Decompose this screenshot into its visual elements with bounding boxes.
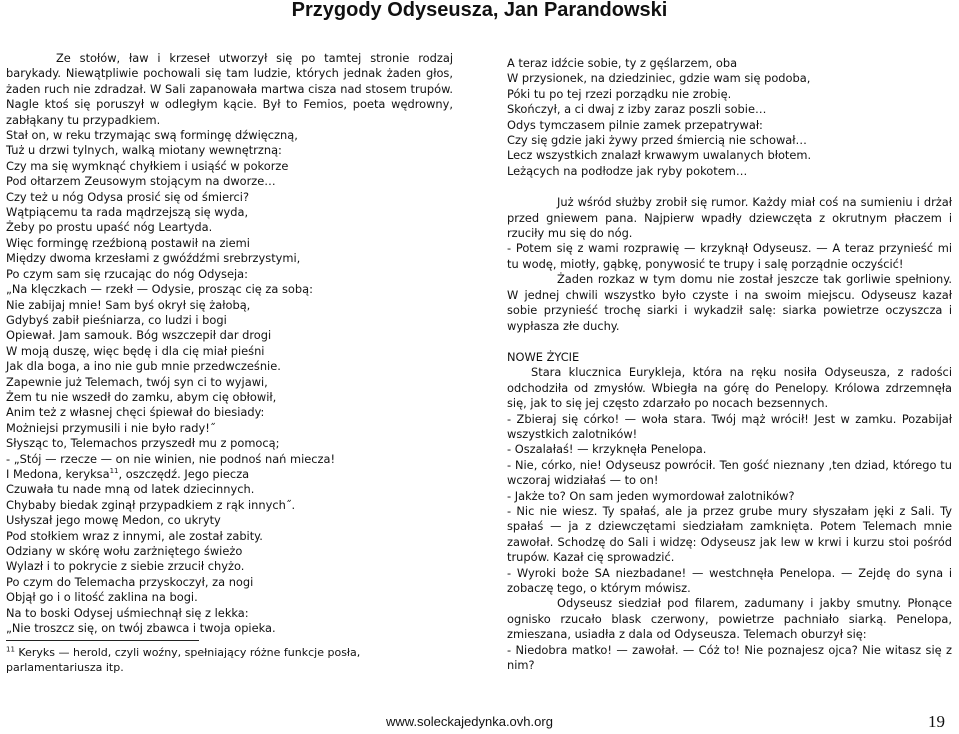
dialogue-block	[507, 412, 952, 597]
verse-line: Czuwała tu nade mną od latek dziecinnych.	[6, 482, 255, 497]
right-column	[507, 56, 952, 673]
dialogue-line: - Wyroki boże SA niezbadane! — westchnęła Penelopa. — Zejdę do syna i zobaczę tego, o którym mówisz.	[507, 565, 952, 595]
verse-line: Póki tu po tej rzezi porządku nie zrobię.	[507, 86, 732, 101]
paragraph: Żaden rozkaz w tym domu nie został jeszcze tak gorliwie spełniony. W jednej chwili wszystko było czyste i na swoim miejscu. Odyseusz kazał sobie przynieść trochę siarki i wykadził salę: siarka powietrze oczyszcza i wypłasza złe duchy.	[507, 272, 952, 333]
verse-line: W moją duszę, więc będę i dla cię miał pieśni	[6, 343, 265, 358]
verse-line: Czy też u nóg Odysa prosić się od śmierci?	[6, 189, 249, 204]
dialogue-line: - Nic nie wiesz. Ty spałaś, ale ja przez grube mury słyszałam jęki z Sali. Ty spałaś — ja z dziewczętami siedziałam zamknięta. Potem Telemach mnie zawołał. Schodzę do Sali i widzę: Odyseusz jak lew w krwi i kurzu stoi pośród trupów. Kazał cię sprowadzić.	[507, 503, 952, 565]
verse-line: Wylazł i to pokrycie z siebie zrzucił chyżo.	[6, 559, 245, 574]
dialogue-line: - Zbieraj się córko! — woła stara. Twój mąż wrócił! Jest w zamku. Pozabijał wszystkich zalotników!	[507, 411, 952, 441]
verse-block	[507, 56, 952, 179]
verse-line: Żem tu nie wszedł do zamku, abym cię obłowił,	[6, 389, 277, 404]
verse-line: Objął go i o litość zaklina na bogi.	[6, 590, 198, 605]
verse-line: Odziany w skórę wołu zarżniętego świeżo	[6, 544, 243, 558]
verse-line: Chybaby biedak zginął przypadkiem z rąk innych˝.	[6, 497, 296, 512]
page-number: 19	[928, 712, 945, 731]
footnote	[6, 645, 453, 675]
verse-line: Pod stołkiem wraz z innymi, ale został zabity.	[6, 528, 263, 543]
verse-line: Wątpiącemu ta rada mądrzejszą się wyda,	[6, 205, 249, 220]
verse-line: „Na klęczkach — rzekł — Odysie, prosząc cię za sobą:	[6, 282, 313, 297]
verse-line: Możniejsi przymusili i nie było rady!˝	[6, 420, 216, 435]
footnote-ref: 11	[109, 467, 119, 476]
verse-line: - „Stój — rzecze — on nie winien, nie podnoś nań miecza!	[6, 451, 336, 466]
verse-line: Lecz wszystkich znalazł krwawym uwalanych błotem.	[507, 148, 812, 163]
verse-line: Żeby po prostu upaść nóg Leartyda.	[6, 220, 213, 235]
dialogue-line: - Niedobra matko! — zawołał. — Cóż to! Nie poznajesz ojca? Nie witasz się z nim?	[507, 642, 952, 673]
intro-paragraph: Ze stołów, ław i krzeseł utworzył się po tamtej stronie rodzaj barykady. Niewątpliwie pochowali się tam ludzie, których jednak żaden głos, żaden ruch nie zdradzał. W Sali zapanowała martwa cisza nad stosem trupów. Nagle ktoś się poruszył w odległym kącie. Był to Femios, poeta wędrowny, zabłąkany tu przypadkiem.	[6, 51, 453, 127]
verse-line: Opiewał. Jam samouk. Bóg wszczepił dar drogi	[6, 328, 272, 343]
section-heading: NOWE ŻYCIE	[507, 349, 580, 364]
left-column	[6, 51, 453, 636]
verse-line: Czy się gdzie jaki żywy przed śmiercią nie schował…	[507, 133, 807, 148]
dialogue-line: - Jakże to? On sam jeden wymordował zalotników?	[507, 488, 795, 503]
spacer	[507, 334, 952, 350]
verse-text: I Medona, keryksa	[6, 466, 110, 481]
verse-line: Więc formingę rzeźbioną postawił na ziemi	[6, 235, 250, 250]
verse-line: Na to boski Odysej uśmiechnął się z lekka:	[6, 605, 249, 620]
verse-line: Leżących na podłodze jak ryby pokotem…	[507, 163, 748, 178]
paragraph: Stara klucznica Eurykleja, która na ręku nosiła Odyseusza, z radości odchodziła od zmysłów. Wbiegła na górę do Penelopy. Królowa zdrzemnęła się, jak to się jej często zdarzało po nocach bezsennych.	[507, 365, 952, 411]
verse-line: Jak dla boga, a ino nie gub mnie przedwcześnie.	[6, 359, 281, 374]
verse-line: Stał on, w reku trzymając swą formingę dźwięczną,	[6, 128, 298, 143]
dialogue-line: - Nie, córko, nie! Odyseusz powrócił. Ten gość nieznany ,ten dziad, którego tu wczoraj widziałaś — to on!	[507, 457, 952, 488]
verse-line: Usłyszał jego mowę Medon, co ukryty	[6, 513, 221, 528]
verse-line: Pod ołtarzem Zeusowym stojącym na dworze…	[6, 174, 276, 189]
verse-line: Gdybyś zabił pieśniarza, co ludzi i bogi	[6, 312, 227, 327]
verse-line: Słysząc to, Telemachos przyszedł mu z pomocą;	[6, 436, 280, 451]
verse-line	[6, 467, 453, 482]
verse-line: Skończył, a ci dwaj z izby zaraz poszli sobie…	[507, 102, 767, 117]
verse-line: Po czym sam się rzucając do nóg Odyseja:	[6, 266, 248, 281]
paragraph: Już wśród służby zrobił się rumor. Każdy miał coś na sumieniu i drżał przed gniewem pana. Najpierw wpadły dziewczęta z okrutnym płaczem i rzuciły mu się do nóg.	[507, 195, 952, 241]
verse-line: W przysionek, na dziedziniec, gdzie wam się podoba,	[507, 71, 811, 86]
verse-line: Anim też z własnej chęci śpiewał do biesiady:	[6, 405, 265, 420]
verse-block	[6, 482, 453, 636]
verse-line: Nie zabijaj mnie! Sam byś okrył się żałobą,	[6, 297, 251, 312]
verse-line: Tuż u drzwi tylnych, walką miotany wewnętrzną:	[6, 143, 282, 158]
spacer	[507, 179, 952, 195]
verse-block	[6, 128, 453, 467]
paragraph: - Potem się z wami rozprawię — krzyknął Odyseusz. — A teraz przynieść mi tu wodę, miotły, gąbkę, ponywosić te trupy i salę porządnie oczyścić!	[507, 241, 952, 271]
verse-line: Między dwoma krzesłami z gwóźdźmi srebrzystymi,	[6, 251, 301, 266]
verse-line: Po czym do Telemacha przyskoczył, za nogi	[6, 574, 254, 589]
verse-line: „Nie troszcz się, on twój zbawca i twoja opieka.	[6, 621, 276, 636]
verse-line: Czy ma się wymknąć chyłkiem i usiąść w pokorze	[6, 158, 289, 173]
page-title: Przygody Odyseusza, Jan Parandowski	[291, 0, 668, 21]
paragraph: Odyseusz siedział pod filarem, zadumany i jakby smutny. Płonące ognisko rzucało blask czerwony, powietrze pachniało siarką. Penelopa, zmieszana, usiadła z dala od Odyseusza. Telemach oburzył się:	[507, 596, 952, 642]
footer-url: www.soleckajedynka.ovh.org	[386, 714, 553, 729]
verse-text: , oszczędź. Jego piecza	[118, 466, 250, 481]
dialogue-line: - Oszalałaś! — krzyknęła Penelopa.	[507, 442, 707, 457]
verse-line: Odys tymczasem pilnie zamek przepatrywał:	[507, 117, 763, 132]
footnote-text: Keryks — herold, czyli woźny, spełniający różne funkcje posła, parlamentariusza itp.	[6, 646, 361, 674]
footnote-marker: 11	[6, 645, 15, 654]
verse-line: A teraz idźcie sobie, ty z gęślarzem, oba	[507, 56, 738, 70]
footnote-divider	[6, 640, 199, 641]
verse-line: Zapewnie już Telemach, twój syn ci to wyjawi,	[6, 374, 268, 389]
